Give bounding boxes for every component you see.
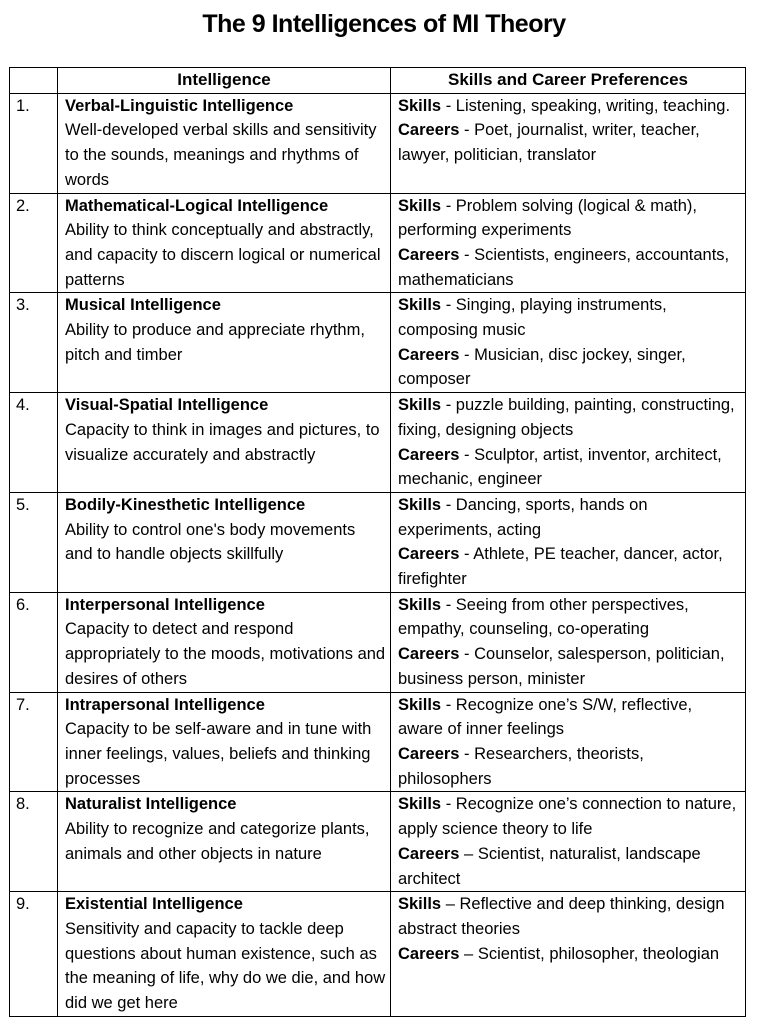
header-skills-careers: Skills and Career Preferences <box>391 68 746 94</box>
skills-line <box>398 293 741 342</box>
skills-careers-cell <box>391 892 746 1017</box>
skills-careers-cell <box>391 692 746 792</box>
skills-careers-cell <box>391 393 746 493</box>
table-row <box>10 93 746 193</box>
row-number: 4. <box>10 393 58 493</box>
careers-text: Poet, journalist, writer, teacher, lawyer, politician, translator <box>398 121 700 165</box>
careers-label: Careers <box>398 645 460 664</box>
intelligence-name: Bodily-Kinesthetic Intelligence <box>65 495 306 514</box>
skills-label: Skills <box>398 296 442 315</box>
intelligence-cell <box>58 492 391 592</box>
skills-line <box>398 792 741 841</box>
table-row <box>10 193 746 293</box>
intelligence-name: Interpersonal Intelligence <box>65 595 265 614</box>
page-title: The 9 Intelligences of MI Theory <box>202 10 566 38</box>
careers-text: Sculptor, artist, inventor, architect, mechanic, engineer <box>398 445 722 489</box>
skills-text: Dancing, sports, hands on experiments, acting <box>398 495 648 539</box>
careers-text: Researchers, theorists, philosophers <box>398 744 644 788</box>
table-row <box>10 592 746 692</box>
skills-text: Singing, playing instruments, composing music <box>398 296 667 340</box>
intelligence-cell <box>58 692 391 792</box>
skills-text: Reflective and deep thinking, design abstract theories <box>398 895 725 938</box>
skills-separator: – <box>441 895 460 914</box>
intelligence-name: Visual-Spatial Intelligence <box>65 396 269 415</box>
intelligence-cell <box>58 93 391 193</box>
skills-label: Skills <box>398 495 442 514</box>
intelligence-cell <box>58 193 391 293</box>
skills-line <box>398 194 741 243</box>
careers-separator: - <box>459 345 475 364</box>
intelligence-name: Verbal-Linguistic Intelligence <box>65 96 294 115</box>
careers-label: Careers <box>398 345 460 364</box>
skills-careers-cell <box>391 93 746 193</box>
table-row <box>10 892 746 1017</box>
careers-line <box>398 642 741 691</box>
skills-line <box>398 94 741 119</box>
careers-label: Careers <box>398 545 460 564</box>
careers-text: Athlete, PE teacher, dancer, actor, firefighter <box>398 545 723 589</box>
careers-label: Careers <box>398 744 460 763</box>
careers-line <box>398 443 741 492</box>
table-row <box>10 792 746 892</box>
careers-separator: – <box>459 944 478 963</box>
careers-line <box>398 542 741 591</box>
skills-careers-cell <box>391 592 746 692</box>
careers-label: Careers <box>398 245 460 264</box>
table-row <box>10 393 746 493</box>
intelligence-cell <box>58 792 391 892</box>
careers-text: Scientist, philosopher, theologian <box>477 944 720 963</box>
intelligences-table <box>9 67 746 1017</box>
row-number: 7. <box>10 692 58 792</box>
skills-line <box>398 892 741 941</box>
skills-text: Recognize one’s S/W, reflective, aware of inner feelings <box>398 695 693 739</box>
skills-separator: - <box>441 595 456 614</box>
row-number: 9. <box>10 892 58 1017</box>
skills-careers-cell <box>391 492 746 592</box>
skills-separator: - <box>441 795 456 814</box>
skills-label: Skills <box>398 396 442 415</box>
intelligence-cell <box>58 892 391 1017</box>
skills-separator: - <box>441 96 456 115</box>
careers-line <box>398 742 741 791</box>
careers-separator: – <box>459 844 478 863</box>
intelligence-description: Ability to recognize and categorize plants, animals and other objects in nature <box>65 820 370 863</box>
intelligence-description: Ability to think conceptually and abstractly, and capacity to discern logical or numerical patterns <box>65 221 381 289</box>
skills-label: Skills <box>398 96 442 115</box>
skills-separator: - <box>441 296 456 315</box>
skills-text: Recognize one’s connection to nature, apply science theory to life <box>398 795 737 839</box>
careers-line <box>398 842 741 891</box>
skills-line <box>398 393 741 442</box>
intelligence-description: Capacity to be self-aware and in tune with inner feelings, values, beliefs and thinking processes <box>65 720 372 788</box>
intelligence-description: Capacity to think in images and pictures, to visualize accurately and abstractly <box>65 420 380 464</box>
intelligence-description: Capacity to detect and respond appropriately to the moods, motivations and desires of others <box>65 620 386 688</box>
intelligence-description: Well-developed verbal skills and sensitivity to the sounds, meanings and rhythms of words <box>65 121 377 189</box>
skills-separator: - <box>441 196 456 215</box>
intelligence-description: Ability to produce and appreciate rhythm, pitch and timber <box>65 321 365 364</box>
skills-text: Seeing from other perspectives, empathy, counseling, co-operating <box>398 595 689 639</box>
careers-label: Careers <box>398 944 460 963</box>
careers-label: Careers <box>398 844 460 863</box>
skills-line <box>398 593 741 642</box>
intelligence-cell <box>58 293 391 393</box>
careers-line <box>398 343 741 392</box>
row-number: 1. <box>10 93 58 193</box>
header-intelligence: Intelligence <box>58 68 391 94</box>
careers-line <box>398 118 741 167</box>
intelligence-description: Sensitivity and capacity to tackle deep questions about human existence, such as the meaning of life, why do we die, and how did we get here <box>65 919 386 1013</box>
skills-careers-cell <box>391 293 746 393</box>
table-header-row <box>10 68 746 94</box>
careers-separator: - <box>459 445 475 464</box>
intelligence-cell <box>58 592 391 692</box>
table-row <box>10 492 746 592</box>
careers-label: Careers <box>398 121 460 140</box>
careers-text: Counselor, salesperson, politician, business person, minister <box>398 645 725 688</box>
skills-text: Listening, speaking, writing, teaching. <box>455 96 731 115</box>
skills-line <box>398 693 741 742</box>
intelligence-cell <box>58 393 391 493</box>
careers-text: Musician, disc jockey, singer, composer <box>398 345 686 389</box>
skills-label: Skills <box>398 595 442 614</box>
careers-separator: - <box>459 645 475 664</box>
row-number: 5. <box>10 492 58 592</box>
careers-separator: - <box>459 545 474 564</box>
careers-line <box>398 243 741 292</box>
careers-text: Scientist, naturalist, landscape architect <box>398 844 701 888</box>
skills-label: Skills <box>398 895 442 914</box>
intelligence-name: Mathematical-Logical Intelligence <box>65 196 329 215</box>
table-row <box>10 692 746 792</box>
header-number <box>10 68 58 94</box>
row-number: 3. <box>10 293 58 393</box>
skills-text: puzzle building, painting, constructing, fixing, designing objects <box>398 396 735 439</box>
skills-text: Problem solving (logical & math), performing experiments <box>398 196 697 240</box>
skills-line <box>398 493 741 542</box>
careers-separator: - <box>459 121 475 140</box>
careers-label: Careers <box>398 445 460 464</box>
skills-separator: - <box>441 695 456 714</box>
intelligence-name: Musical Intelligence <box>65 296 221 315</box>
row-number: 6. <box>10 592 58 692</box>
table-row <box>10 293 746 393</box>
skills-separator: - <box>441 495 456 514</box>
intelligence-name: Existential Intelligence <box>65 895 243 914</box>
careers-separator: - <box>459 744 475 763</box>
intelligence-description: Ability to control one's body movements and to handle objects skillfully <box>65 520 356 564</box>
careers-separator: - <box>459 245 475 264</box>
careers-text: Scientists, engineers, accountants, mathematicians <box>398 245 730 289</box>
row-number: 2. <box>10 193 58 293</box>
skills-label: Skills <box>398 795 442 814</box>
intelligence-name: Naturalist Intelligence <box>65 795 237 814</box>
skills-separator: - <box>441 396 456 415</box>
skills-label: Skills <box>398 196 442 215</box>
careers-line <box>398 942 741 967</box>
intelligence-name: Intrapersonal Intelligence <box>65 695 265 714</box>
skills-careers-cell <box>391 792 746 892</box>
skills-label: Skills <box>398 695 442 714</box>
row-number: 8. <box>10 792 58 892</box>
skills-careers-cell <box>391 193 746 293</box>
